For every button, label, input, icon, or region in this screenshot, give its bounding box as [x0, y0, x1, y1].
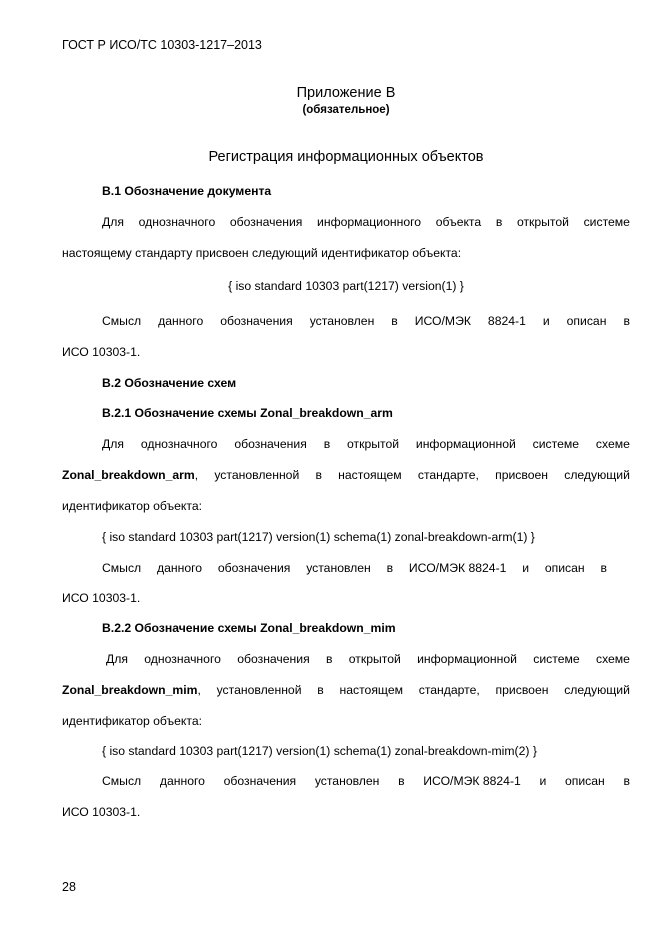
appendix-title: Приложение В	[296, 85, 396, 101]
b1-identifier: { iso standard 10303 part(1217) version(1) }	[228, 279, 464, 293]
page-number: 28	[62, 880, 76, 894]
b21-para1-line1: Для однозначного обозначения в открытой информационной системе схеме	[102, 437, 630, 451]
b21-para1-line2: Zonal_breakdown_arm, установленной в настоящем стандарте, присвоен следующий	[62, 468, 630, 482]
b22-para2-line1: Смысл данного обозначения установлен в ИСО/МЭК 8824-1 и описан в	[102, 774, 630, 788]
schema-name-arm: Zonal_breakdown_arm	[62, 468, 195, 482]
heading-b22: В.2.2 Обозначение схемы Zonal_breakdown_mim	[102, 621, 396, 635]
schema-name-mim: Zonal_breakdown_mim	[62, 683, 198, 697]
b1-para1-line2: настоящему стандарту присвоен следующий идентификатор объекта:	[62, 246, 462, 260]
b22-para2-line2: ИСО 10303-1.	[62, 805, 141, 819]
b1-para1-line1: Для однозначного обозначения информационного объекта в открытой системе	[102, 215, 630, 229]
section-title: Регистрация информационных объектов	[208, 149, 484, 165]
b22-para1-line1: Для однозначного обозначения в открытой информационной системе схеме	[106, 652, 630, 666]
b22-identifier: { iso standard 10303 part(1217) version(1) schema(1) zonal-breakdown-mim(2) }	[102, 744, 537, 758]
b1-para2-line1: Смысл данного обозначения установлен в ИСО/МЭК 8824-1 и описан в	[102, 314, 630, 328]
b21-identifier: { iso standard 10303 part(1217) version(1) schema(1) zonal-breakdown-arm(1) }	[102, 530, 535, 544]
b21-para1-line3: идентификатор объекта:	[62, 499, 202, 513]
heading-b2: В.2 Обозначение схем	[102, 376, 237, 390]
b21-para2-line2: ИСО 10303-1.	[62, 591, 141, 605]
b22-para1-line3: идентификатор объекта:	[62, 714, 202, 728]
b22-para1-line2: Zonal_breakdown_mim, установленной в настоящем стандарте, присвоен следующий	[62, 683, 630, 697]
heading-b21: В.2.1 Обозначение схемы Zonal_breakdown_arm	[102, 406, 393, 420]
b1-para2-line2: ИСО 10303-1.	[62, 345, 141, 359]
heading-b1: В.1 Обозначение документа	[102, 184, 272, 198]
document-standard-id: ГОСТ Р ИСО/ТС 10303-1217–2013	[62, 38, 262, 52]
appendix-subtitle: (обязательное)	[302, 104, 390, 116]
b21-para2-line1: Смысл данного обозначения установлен в ИСО/МЭК 8824-1 и описан в	[102, 561, 607, 575]
